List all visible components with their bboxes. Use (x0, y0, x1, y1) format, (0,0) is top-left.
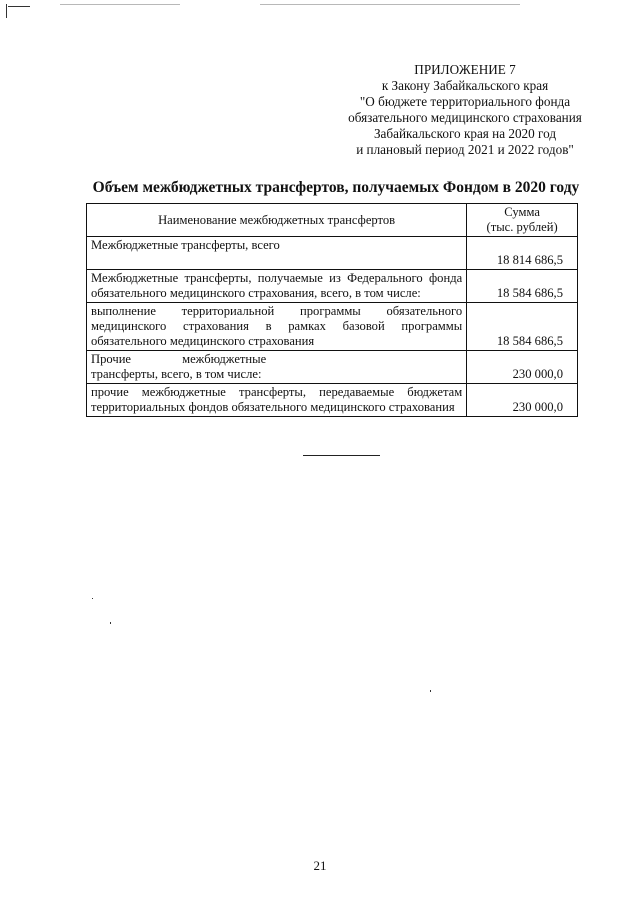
row-name: Прочие межбюджетные трансферты, всего, в том числе: (87, 351, 467, 384)
column-header-name: Наименование межбюджетных трансфертов (87, 204, 467, 237)
column-header-amount (467, 204, 578, 237)
scan-speck (92, 598, 93, 599)
column-header-amount-unit: (тыс. рублей) (486, 220, 558, 234)
table-row (87, 237, 578, 270)
row-name: Межбюджетные трансферты, всего (87, 237, 467, 270)
scan-speck (430, 690, 431, 692)
appendix-number: ПРИЛОЖЕНИЕ 7 (414, 62, 516, 77)
appendix-line: обязательного медицинского страхования (348, 110, 582, 125)
appendix-line: и плановый период 2021 и 2022 годов" (356, 142, 574, 157)
row-name: выполнение территориальной программы обязательного медицинского страхования в рамках базовой программы обязательного медицинского страхования (87, 303, 467, 351)
row-amount: 230 000,0 (467, 351, 578, 384)
document-title: Объем межбюджетных трансфертов, получаемых Фондом в 2020 году (92, 179, 580, 196)
scan-edge-mark (60, 4, 180, 5)
page-number: 21 (313, 858, 327, 873)
scan-edge-mark (8, 6, 30, 7)
table-row (87, 351, 578, 384)
row-amount: 230 000,0 (467, 384, 578, 417)
transfers-table (86, 203, 578, 417)
row-name: прочие межбюджетные трансферты, передаваемые бюджетам территориальных фондов обязательного медицинского страхования (87, 384, 467, 417)
appendix-line: "О бюджете территориального фонда (359, 94, 571, 109)
table-row (87, 303, 578, 351)
column-header-amount-label: Сумма (504, 205, 540, 219)
scan-speck (110, 622, 111, 624)
table-row (87, 384, 578, 417)
appendix-line: Забайкальского края на 2020 год (373, 126, 557, 141)
separator-line (303, 455, 380, 456)
row-amount: 18 814 686,5 (467, 237, 578, 270)
table-row (87, 270, 578, 303)
table-header-row (87, 204, 578, 237)
scan-edge-mark (260, 4, 520, 5)
scan-edge-mark (6, 4, 7, 18)
appendix-header (330, 62, 600, 158)
row-name: Межбюджетные трансферты, получаемые из Федерального фонда обязательного медицинского страхования, всего, в том числе: (87, 270, 467, 303)
row-amount: 18 584 686,5 (467, 270, 578, 303)
appendix-line: к Закону Забайкальского края (381, 78, 549, 93)
row-amount: 18 584 686,5 (467, 303, 578, 351)
